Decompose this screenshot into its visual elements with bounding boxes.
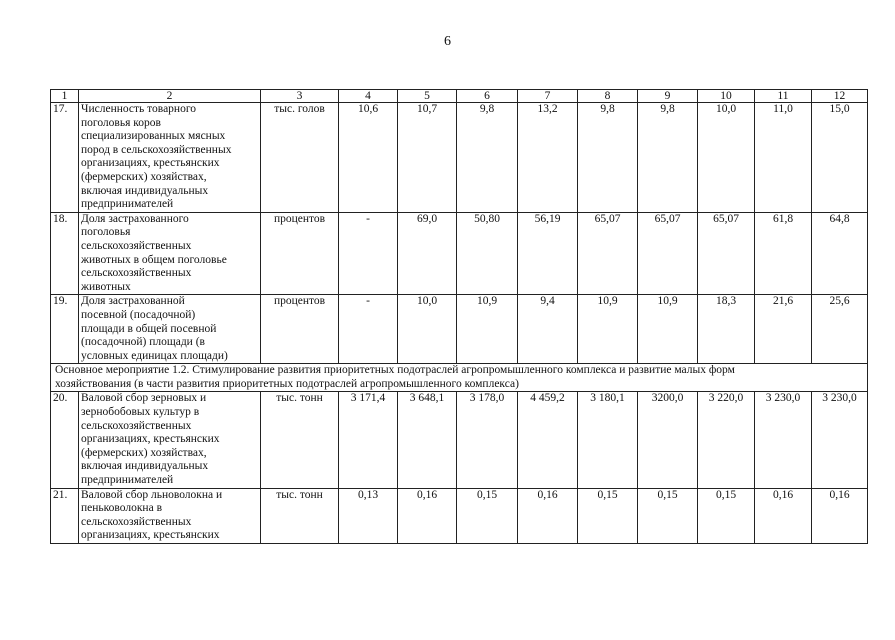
value-cell: 9,8 xyxy=(578,103,638,213)
name-line: Валовой сбор зерновых и xyxy=(81,392,207,405)
value-cell: 3 230,0 xyxy=(812,392,868,488)
indicator-name xyxy=(79,212,261,295)
name-line: Валовой сбор льноволокна и xyxy=(81,488,223,501)
name-line: условных единицах площади) xyxy=(81,349,228,362)
value-cell: 50,80 xyxy=(457,212,518,295)
value-cell: 65,07 xyxy=(638,212,698,295)
value-cell: 0,15 xyxy=(638,488,698,543)
value-cell: 0,15 xyxy=(578,488,638,543)
value-cell: 3 178,0 xyxy=(457,392,518,488)
name-line: организациях, крестьянских xyxy=(81,529,220,542)
name-line: Доля застрахованного xyxy=(81,212,189,225)
name-line: посевной (посадочной) xyxy=(81,308,196,321)
value-cell: 69,0 xyxy=(398,212,457,295)
indicator-name xyxy=(79,392,261,488)
value-cell: 65,07 xyxy=(698,212,755,295)
name-line: Доля застрахованной xyxy=(81,295,185,308)
section-heading-row xyxy=(51,364,868,392)
name-line: организациях, крестьянских xyxy=(81,157,220,170)
name-line: зернобобовых культур в xyxy=(81,406,200,419)
value-cell: 64,8 xyxy=(812,212,868,295)
section-line: хозяйствования (в части развития приоритетных подотраслей агропромышленного комплекса) xyxy=(55,377,519,390)
name-line: (посадочной) площади (в xyxy=(81,336,205,349)
header-cell: 12 xyxy=(812,90,868,103)
header-cell: 10 xyxy=(698,90,755,103)
row-number: 19. xyxy=(51,295,79,364)
header-cell: 5 xyxy=(398,90,457,103)
header-cell: 6 xyxy=(457,90,518,103)
value-cell: 0,16 xyxy=(755,488,812,543)
indicator-name xyxy=(79,488,261,543)
value-cell: 0,15 xyxy=(698,488,755,543)
indicator-name xyxy=(79,103,261,213)
table-row xyxy=(51,392,868,488)
row-number: 21. xyxy=(51,488,79,543)
value-cell: 3 171,4 xyxy=(339,392,398,488)
section-heading xyxy=(51,364,868,392)
value-cell: 3 230,0 xyxy=(755,392,812,488)
row-number: 20. xyxy=(51,392,79,488)
value-cell: 3 648,1 xyxy=(398,392,457,488)
name-line: (фермерских) хозяйствах, xyxy=(81,170,207,183)
value-cell: 10,7 xyxy=(398,103,457,213)
name-line: (фермерских) хозяйствах, xyxy=(81,446,207,459)
value-cell: - xyxy=(339,212,398,295)
name-line: сельскохозяйственных xyxy=(81,419,192,432)
value-cell: 3 220,0 xyxy=(698,392,755,488)
value-cell: 15,0 xyxy=(812,103,868,213)
name-line: пеньковолокна в xyxy=(81,502,162,515)
unit-cell: тыс. тонн xyxy=(261,392,339,488)
value-cell: 11,0 xyxy=(755,103,812,213)
value-cell: 10,9 xyxy=(457,295,518,364)
value-cell: 10,0 xyxy=(698,103,755,213)
name-line: животных в общем поголовье xyxy=(81,253,227,266)
header-cell: 1 xyxy=(51,90,79,103)
value-cell: 21,6 xyxy=(755,295,812,364)
table-row xyxy=(51,488,868,543)
table-row xyxy=(51,103,868,213)
name-line: организациях, крестьянских xyxy=(81,433,220,446)
name-line: предпринимателей xyxy=(81,198,174,211)
name-line: пород в сельскохозяйственных xyxy=(81,143,232,156)
value-cell: 0,15 xyxy=(457,488,518,543)
indicators-table xyxy=(50,89,868,544)
name-line: предпринимателей xyxy=(81,474,174,487)
name-line: специализированных мясных xyxy=(81,130,226,143)
value-cell: 3 180,1 xyxy=(578,392,638,488)
name-line: поголовья коров xyxy=(81,116,161,129)
value-cell: 9,8 xyxy=(457,103,518,213)
name-line: поголовья xyxy=(81,226,131,239)
header-cell: 7 xyxy=(518,90,578,103)
value-cell: 56,19 xyxy=(518,212,578,295)
value-cell: - xyxy=(339,295,398,364)
header-cell: 9 xyxy=(638,90,698,103)
name-line: включая индивидуальных xyxy=(81,460,209,473)
value-cell: 9,4 xyxy=(518,295,578,364)
table-row xyxy=(51,212,868,295)
column-numbers-row xyxy=(51,90,868,103)
value-cell: 4 459,2 xyxy=(518,392,578,488)
name-line: Численность товарного xyxy=(81,103,197,115)
indicator-name xyxy=(79,295,261,364)
row-number: 18. xyxy=(51,212,79,295)
page-number: 6 xyxy=(444,34,451,49)
name-line: животных xyxy=(81,280,131,293)
table-row xyxy=(51,295,868,364)
row-number: 17. xyxy=(51,103,79,213)
header-cell: 11 xyxy=(755,90,812,103)
header-cell: 2 xyxy=(79,90,261,103)
name-line: сельскохозяйственных xyxy=(81,267,192,280)
unit-cell: тыс. тонн xyxy=(261,488,339,543)
value-cell: 0,13 xyxy=(339,488,398,543)
header-cell: 4 xyxy=(339,90,398,103)
value-cell: 10,9 xyxy=(578,295,638,364)
header-cell: 8 xyxy=(578,90,638,103)
value-cell: 61,8 xyxy=(755,212,812,295)
value-cell: 18,3 xyxy=(698,295,755,364)
value-cell: 0,16 xyxy=(518,488,578,543)
value-cell: 10,0 xyxy=(398,295,457,364)
unit-cell: процентов xyxy=(261,295,339,364)
value-cell: 65,07 xyxy=(578,212,638,295)
name-line: включая индивидуальных xyxy=(81,184,209,197)
value-cell: 9,8 xyxy=(638,103,698,213)
value-cell: 0,16 xyxy=(812,488,868,543)
value-cell: 10,6 xyxy=(339,103,398,213)
name-line: сельскохозяйственных xyxy=(81,515,192,528)
name-line: площади в общей посевной xyxy=(81,322,217,335)
name-line: сельскохозяйственных xyxy=(81,239,192,252)
value-cell: 10,9 xyxy=(638,295,698,364)
section-line: Основное мероприятие 1.2. Стимулирование развития приоритетных подотраслей агропромышленного комплекса и развитие малых форм xyxy=(55,364,735,377)
value-cell: 3200,0 xyxy=(638,392,698,488)
value-cell: 25,6 xyxy=(812,295,868,364)
unit-cell: процентов xyxy=(261,212,339,295)
unit-cell: тыс. голов xyxy=(261,103,339,213)
value-cell: 0,16 xyxy=(398,488,457,543)
header-cell: 3 xyxy=(261,90,339,103)
value-cell: 13,2 xyxy=(518,103,578,213)
